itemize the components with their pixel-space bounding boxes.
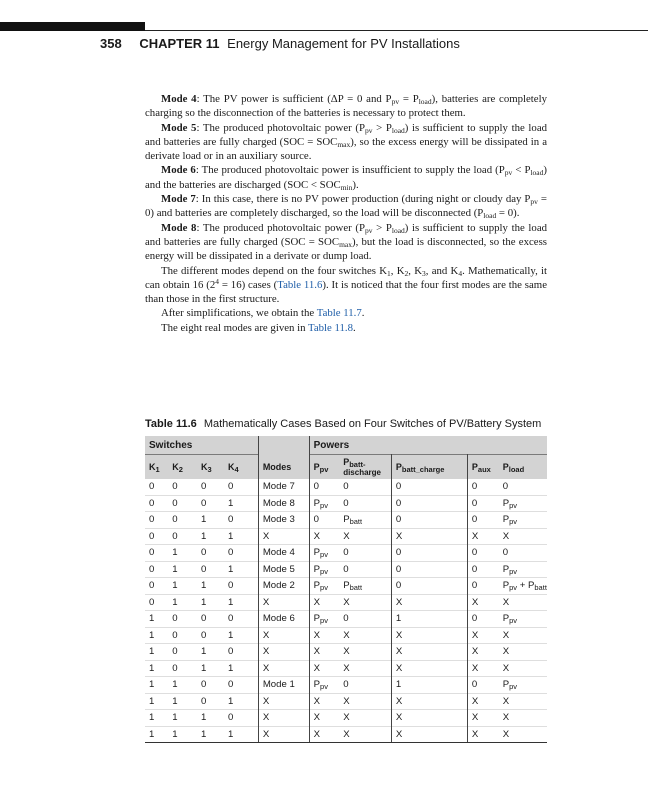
cell-pbatt-charge: 0 (391, 479, 467, 495)
cell-pbatt-discharge: 0 (339, 495, 391, 512)
cell-k4: 1 (224, 660, 258, 677)
cell-pbatt-discharge: X (339, 594, 391, 611)
cell-pbatt-charge: X (391, 644, 467, 661)
cell-mode: Mode 2 (258, 578, 309, 595)
cell-k3: 1 (197, 660, 224, 677)
cell-mode: Mode 7 (258, 479, 309, 495)
cell-k3: 1 (197, 594, 224, 611)
cell-pbatt-discharge: $P_{batt}$ (339, 578, 391, 595)
cell-ppv: X (309, 693, 339, 710)
paragraph-mode-4: Mode 4: The PV power is sufficient (ΔP = 0 and $P_{pv} = P_{load}$), batteries are completely charging so the disconnection of the batteries is necessary to protect them. (145, 93, 547, 120)
cell-pbatt-discharge: X (339, 726, 391, 743)
paragraph-mode-8: Mode 8: The produced photovoltaic power $(P_{pv} > P_{load})$ is sufficient to supply the load and batteries are fully charged $(SOC = SOC_{max})$, but the load is disconnected, so the excess energy will be dissipated in a derivate or dump load. (145, 221, 548, 263)
cell-pbatt-charge: X (391, 627, 467, 644)
cell-k4: 0 (224, 677, 258, 694)
cell-k1: 0 (145, 528, 168, 545)
table-row (145, 627, 547, 644)
cell-mode: Mode 8 (258, 495, 309, 512)
col-pbatt-charge: $P_{batt\_charge}$ (391, 455, 467, 480)
cell-k2: 1 (168, 726, 197, 743)
group-spacer (258, 436, 309, 455)
table-row (145, 644, 547, 661)
table-row (145, 512, 547, 529)
cell-k4: 0 (224, 611, 258, 628)
cell-k1: 0 (145, 545, 168, 562)
cell-k3: 0 (197, 693, 224, 710)
link-table-11-6[interactable]: Table 11.6 (277, 278, 323, 291)
cell-mode: Mode 3 (258, 512, 309, 529)
cell-pload: $P_{pv}$ (499, 495, 547, 512)
cell-k3: 1 (197, 512, 224, 529)
cell-paux: X (467, 726, 498, 743)
cell-k2: 0 (172, 481, 178, 493)
cell-pbatt-charge: 0 (391, 495, 467, 512)
cell-k2: 0 (168, 512, 197, 529)
cell-mode: X (258, 693, 309, 710)
cell-k4: 1 (224, 693, 258, 710)
cell-k3: 0 (197, 495, 224, 512)
cell-k1: 0 (149, 481, 155, 493)
link-table-11-7[interactable]: Table 11.7 (316, 307, 362, 320)
cell-k1: 1 (145, 677, 168, 694)
cell-k4: 0 (224, 545, 258, 562)
cell-k1: 0 (145, 561, 168, 578)
cell-paux: X (467, 660, 498, 677)
cell-pbatt-charge: X (391, 528, 467, 545)
cell-k3: 1 (197, 710, 224, 727)
cell-pload: X (499, 660, 547, 677)
cell-pload: X (499, 594, 547, 611)
col-paux: $P_{aux}$ (467, 455, 498, 480)
cell-mode: X (258, 594, 309, 611)
cell-k1: 0 (145, 495, 168, 512)
cell-paux: 0 (467, 677, 498, 694)
cell-k3: 0 (197, 545, 224, 562)
cell-k4: 1 (224, 495, 258, 512)
cell-k1: 1 (145, 660, 168, 677)
cell-mode: Mode 5 (258, 561, 309, 578)
cell-k3: 1 (197, 726, 224, 743)
cell-k3: 1 (197, 528, 224, 545)
paragraph-real-modes: The eight real modes are given in Table 11.8. (161, 321, 356, 334)
cell-paux: X (467, 693, 498, 710)
paragraph-simplifications: After simplifications, we obtain the Table 11.7. (161, 307, 365, 320)
paragraph-mode-6: Mode 6: The produced photovoltaic power is insufficient to supply the load $(P_{pv} < P_{load})$ and the batteries are discharged $(SOC < SOC_{min})$. (145, 164, 547, 192)
cell-ppv: 0 (313, 481, 319, 493)
cell-k4: 0 (224, 479, 258, 495)
cell-pload: X (499, 528, 547, 545)
body-text (145, 92, 547, 335)
col-k3: $K_3$ (197, 455, 224, 480)
cell-k1: 1 (145, 726, 168, 743)
cell-pbatt-charge: 1 (391, 677, 467, 694)
cell-pbatt-charge: 0 (391, 578, 467, 595)
col-k1: $K_1$ (145, 455, 168, 480)
cell-k2: 0 (168, 644, 197, 661)
cell-k1: 0 (145, 512, 168, 529)
table-row (145, 528, 547, 545)
cell-ppv: $P_{pv}$ (309, 545, 339, 562)
table-row (145, 660, 547, 677)
cell-pload: X (499, 693, 547, 710)
col-k4: $K_4$ (224, 455, 258, 480)
cell-paux: X (467, 627, 498, 644)
table-row (145, 710, 547, 727)
cell-k4: 0 (224, 578, 258, 595)
cell-pbatt-charge: X (391, 710, 467, 727)
cell-pbatt-discharge: 0 (339, 479, 391, 495)
cell-k1: 1 (145, 644, 168, 661)
cell-paux: 0 (471, 481, 478, 493)
cell-k1: 1 (145, 627, 168, 644)
col-pload: $P_{load}$ (499, 455, 547, 480)
cell-pbatt-charge: 1 (391, 611, 467, 628)
cell-paux: 0 (467, 561, 498, 578)
table-row (145, 495, 547, 512)
paragraph-mode-7: Mode 7: In this case, there is no PV power production (during night or cloudy day $P_{pv} = 0$) and batteries are completely discharged, so the load will be disconnected $(P_{load} = 0)$. (145, 193, 547, 221)
cell-ppv: 0 (309, 512, 339, 529)
cell-pbatt-charge: X (391, 693, 467, 710)
cell-pbatt-charge: X (391, 726, 467, 743)
cell-pbatt-discharge: $P_{batt}$ (339, 512, 391, 529)
cell-pload: X (499, 710, 547, 727)
table-row (145, 561, 547, 578)
cell-mode: Mode 4 (258, 545, 309, 562)
cell-k2: 1 (168, 545, 197, 562)
header-rule (145, 30, 648, 31)
cell-pload: X (499, 627, 547, 644)
cell-ppv: X (309, 644, 339, 661)
cell-ppv: X (309, 528, 339, 545)
table-row (145, 545, 547, 562)
table-caption-text: Mathematically Cases Based on Four Switches of PV/Battery System (203, 418, 542, 430)
cell-pbatt-discharge: X (339, 627, 391, 644)
cell-pload: $P_{pv}$ (499, 512, 547, 529)
cell-paux: 0 (467, 512, 498, 529)
cell-pbatt-discharge: X (339, 528, 391, 545)
cell-ppv: $P_{pv}$ (309, 611, 339, 628)
col-k2: $K_2$ (168, 455, 197, 480)
cell-pbatt-discharge: X (339, 710, 391, 727)
cell-k1: 1 (145, 693, 168, 710)
cell-k2: 1 (168, 710, 197, 727)
cell-k4: 1 (224, 726, 258, 743)
cell-k3: 1 (197, 578, 224, 595)
cell-pbatt-discharge: 0 (339, 545, 391, 562)
cell-ppv: $P_{pv}$ (309, 578, 339, 595)
running-header (100, 36, 460, 51)
table-group-header (145, 436, 547, 455)
cell-pload: $P_{pv}$ (499, 677, 547, 694)
cell-k3: 0 (201, 481, 207, 493)
switch-cases-table (145, 436, 547, 743)
cell-k4: 1 (224, 594, 258, 611)
cell-pbatt-discharge: X (339, 644, 391, 661)
cell-pbatt-charge: X (391, 594, 467, 611)
cell-paux: X (467, 710, 498, 727)
cell-pload: 0 (502, 481, 509, 493)
cell-pbatt-charge: X (391, 660, 467, 677)
cell-mode: X (258, 627, 309, 644)
cell-pbatt-charge: 0 (391, 512, 467, 529)
cell-paux: 0 (467, 495, 498, 512)
cell-pload: $P_{pv} + P_{batt}$ (499, 578, 547, 595)
paragraph-mode-5: Mode 5: The produced photovoltaic power $(P_{pv} > P_{load})$ is sufficient to supply the load and batteries are fully charged $(SOC = SOC_{max})$, so the excess energy will be dissipated in a derivate load or in an auxiliary source. (145, 121, 548, 163)
cell-k4: 1 (224, 561, 258, 578)
header-bar (0, 22, 145, 31)
cell-k2: 1 (168, 594, 197, 611)
cell-mode: X (258, 660, 309, 677)
cell-k2: 1 (168, 677, 197, 694)
cell-ppv: X (309, 660, 339, 677)
cell-k2: 1 (168, 561, 197, 578)
cell-k2: 1 (168, 578, 197, 595)
cell-k2: 0 (168, 611, 197, 628)
cell-k1: 1 (145, 710, 168, 727)
col-pbatt-discharge: $P_{batt-}$ discharge (339, 455, 391, 480)
cell-ppv: X (309, 627, 339, 644)
table-row (145, 726, 547, 743)
cell-k4: 0 (224, 644, 258, 661)
cell-k3: 0 (197, 677, 224, 694)
cell-paux: 0 (467, 611, 498, 628)
cell-paux: X (467, 594, 498, 611)
cell-k2: 0 (168, 528, 197, 545)
cell-k2: 0 (168, 627, 197, 644)
cell-ppv: X (309, 710, 339, 727)
table-row (145, 578, 547, 595)
cell-pbatt-discharge: 0 (339, 611, 391, 628)
table-row (145, 677, 547, 694)
cell-paux: X (467, 528, 498, 545)
cell-k3: 1 (197, 644, 224, 661)
link-table-11-8[interactable]: Table 11.8 (308, 321, 354, 334)
cell-pload: $P_{pv}$ (499, 561, 547, 578)
cell-k1: 0 (145, 594, 168, 611)
cell-k4: 0 (224, 710, 258, 727)
cell-k3: 0 (197, 627, 224, 644)
table-row (145, 594, 547, 611)
table-row (145, 479, 547, 495)
cell-ppv: X (309, 594, 339, 611)
col-modes: Modes (258, 455, 309, 480)
cell-pload: 0 (499, 545, 547, 562)
cell-pbatt-discharge: 0 (339, 561, 391, 578)
cell-paux: 0 (467, 545, 498, 562)
cell-k2: 0 (168, 660, 197, 677)
cell-pload: $P_{pv}$ (499, 611, 547, 628)
col-ppv: $P_{pv}$ (309, 455, 339, 480)
table-column-header (145, 455, 547, 480)
cell-mode: X (258, 710, 309, 727)
chapter-title: Energy Management for PV Installations (227, 36, 460, 51)
cell-paux: X (467, 644, 498, 661)
cell-k2: 1 (168, 693, 197, 710)
cell-mode: X (258, 528, 309, 545)
cell-ppv: $P_{pv}$ (309, 495, 339, 512)
cell-k2: 0 (168, 495, 197, 512)
cell-pload: X (499, 644, 547, 661)
cell-paux: 0 (467, 578, 498, 595)
table-caption (145, 418, 541, 430)
page-number: 358 (100, 36, 122, 51)
cell-pbatt-charge: 0 (391, 545, 467, 562)
cell-ppv: $P_{pv}$ (309, 561, 339, 578)
group-switches: Switches (145, 436, 258, 455)
cell-pbatt-charge: 0 (391, 561, 467, 578)
cell-mode: X (258, 726, 309, 743)
cell-k1: 0 (145, 578, 168, 595)
group-powers: Powers (309, 436, 547, 455)
cell-mode: Mode 6 (258, 611, 309, 628)
cell-k4: 0 (224, 512, 258, 529)
cell-k3: 0 (197, 611, 224, 628)
chapter-label: CHAPTER 11 (139, 36, 220, 51)
cell-pbatt-discharge: 0 (339, 677, 391, 694)
cell-ppv: $P_{pv}$ (309, 677, 339, 694)
table-row (145, 611, 547, 628)
cell-pbatt-discharge: X (339, 660, 391, 677)
cell-k3: 0 (197, 561, 224, 578)
table-caption-label: Table 11.6 (145, 418, 197, 430)
cell-k1: 1 (145, 611, 168, 628)
paragraph-switches: The different modes depend on the four switches $K_1$, $K_2$, $K_3$, and $K_4$. Mathematically, it can obtain 16 $(2^4 = 16)$ cases (Table 11.6). It is noticed that the four first modes are the same than those in the first structure. (145, 264, 548, 306)
cell-k4: 1 (224, 528, 258, 545)
cell-mode: Mode 1 (258, 677, 309, 694)
cell-k4: 1 (224, 627, 258, 644)
cell-ppv: X (309, 726, 339, 743)
table-row (145, 693, 547, 710)
cell-mode: X (258, 644, 309, 661)
cell-pbatt-discharge: X (339, 693, 391, 710)
cell-pload: X (499, 726, 547, 743)
